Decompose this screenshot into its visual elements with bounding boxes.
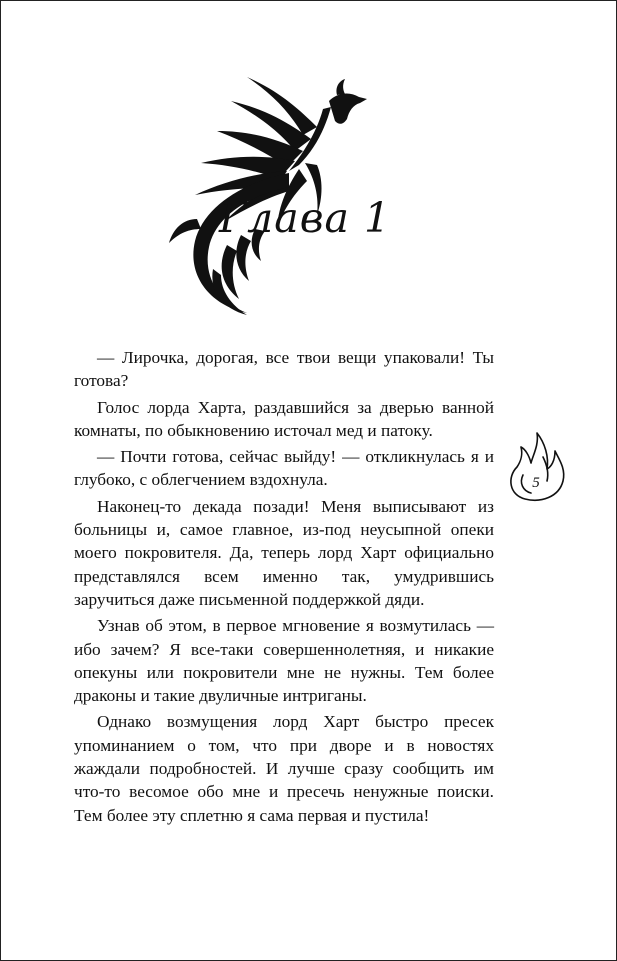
chapter-title: Глава 1 (219, 194, 392, 242)
flame-icon (503, 431, 567, 503)
paragraph: Голос лорда Харта, раздавшийся за дверью ванной комнаты, по обыкновению источал мед и патоку. (74, 397, 494, 440)
paragraph: Однако возмущения лорд Харт быстро пресек упоминанием о том, что при дворе и в новостях жаждали подробностей. И лучше сразу сообщить им что-то весомое обо мне и пресечь ненужные поиски. Тем более эту сплетню я сама первая и пустила! (74, 712, 494, 825)
body-text (74, 346, 494, 830)
paragraph: — Лирочка, дорогая, все твои вещи упаковали! Ты готова? (74, 348, 494, 391)
paragraph: — Почти готова, сейчас выйду! — откликнулась я и глубоко, с облегчением вздохнула. (74, 447, 494, 490)
paragraph: Узнав об этом, в первое мгновение я возмутилась — ибо зачем? Я все-таки совершеннолетняя, и никакие опекуны или покровители мне не нужны. Тем более драконы и такие двуличные интриганы. (74, 616, 494, 706)
paragraph: Наконец-то декада позади! Меня выписывают из больницы и, самое главное, из-под неусыпной опеки моего покровителя. Да, теперь лорд Харт официально представлялся всем именно так, умудрившись заручиться даже письменной поддержкой дяди. (74, 496, 494, 609)
page-number: 5 (532, 475, 540, 491)
